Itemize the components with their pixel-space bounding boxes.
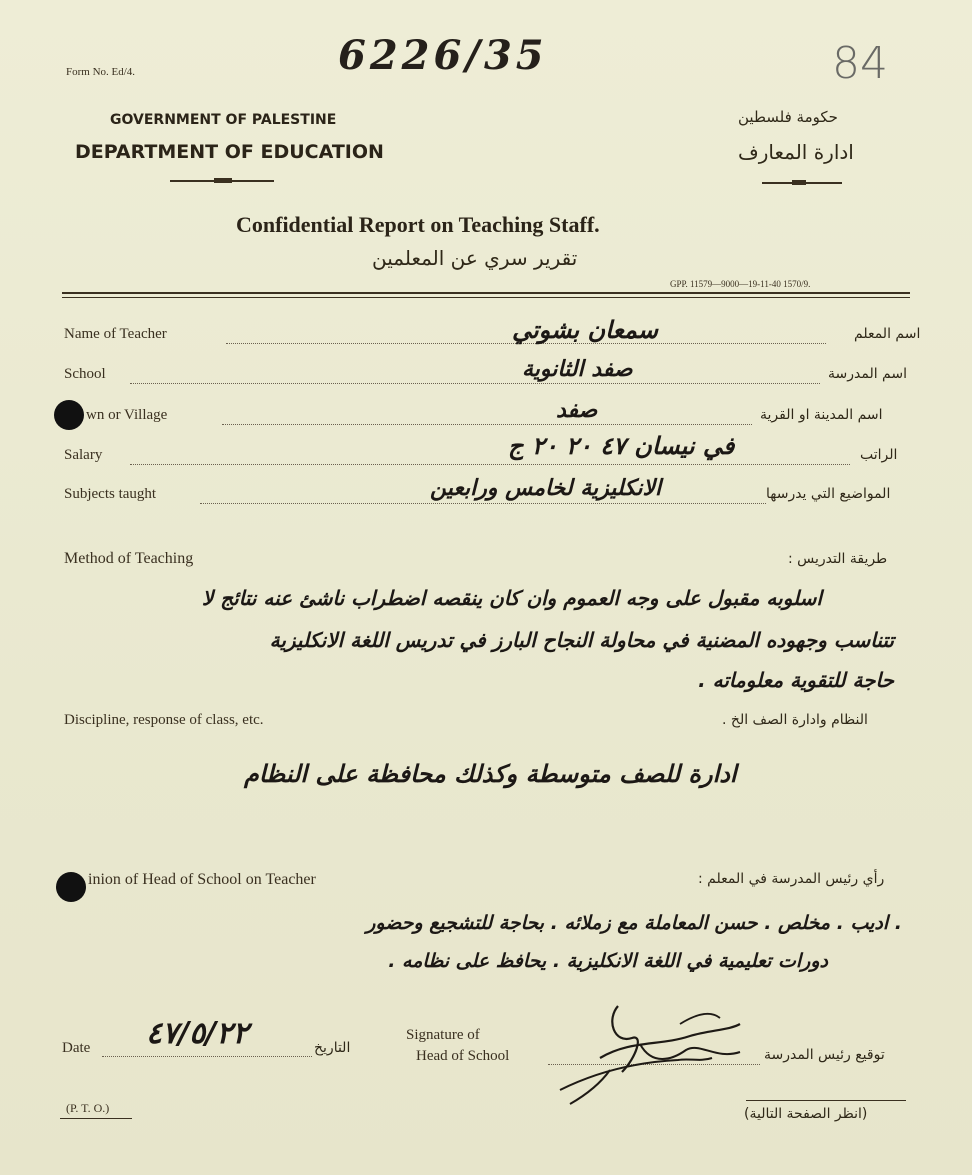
name-label-en: Name of Teacher — [64, 326, 167, 342]
title-rule-2 — [62, 297, 910, 298]
method-line-3: حاجة للتقوية معلوماته . — [698, 668, 894, 692]
pto-ar-overline — [746, 1100, 906, 1101]
discipline-label-en: Discipline, response of class, etc. — [64, 712, 264, 728]
gov-ar: حكومة فلسطين — [738, 108, 838, 126]
salary-value: في نيسان ٤٧ ٢٠ ٢٠ ج — [508, 432, 735, 460]
gov-en: GOVERNMENT OF PALESTINE — [110, 112, 337, 128]
printer-code: GPP. 11579—9000—19-11-40 1570/9. — [670, 279, 811, 289]
title-en: Confidential Report on Teaching Staff. — [236, 212, 600, 237]
town-label-ar: اسم المدينة او القرية — [760, 407, 883, 423]
signature-label-en-2: Head of School — [416, 1048, 510, 1064]
school-dots — [130, 383, 820, 384]
opinion-line-2: دورات تعليمية في اللغة الانكليزية . يحافظ على نظامه . — [388, 950, 828, 972]
subjects-value: الانكليزية لخامس ورابعين — [430, 476, 662, 501]
method-label-ar: طريقة التدريس : — [788, 551, 888, 567]
signature-label-en-1: Signature of — [406, 1027, 480, 1043]
town-label-en: wn or Village — [86, 407, 168, 423]
subjects-dots — [200, 503, 766, 504]
method-line-1: اسلوبه مقبول على وجه العموم وان كان ينقصه اضطراب ناشئ عنه نتائج لا — [201, 586, 822, 610]
discipline-text: ادارة للصف متوسطة وكذلك محافظة على النظام — [244, 760, 737, 788]
date-value: ٤٧/٥/٢٢ — [146, 1016, 249, 1051]
opinion-label-ar: رأي رئيس المدرسة في المعلم : — [698, 871, 885, 887]
opinion-label-en: inion of Head of School on Teacher — [88, 871, 316, 888]
signature-label-ar: توقيع رئيس المدرسة — [764, 1047, 885, 1063]
subjects-label-en: Subjects taught — [64, 486, 157, 502]
header-divider-left-mark — [214, 178, 232, 183]
file-number: 6226/35 — [338, 32, 548, 79]
dept-ar: ادارة المعارف — [738, 140, 854, 164]
signature-scrawl — [540, 1000, 770, 1110]
salary-dots — [130, 464, 850, 465]
town-value: صفد — [556, 398, 598, 423]
pto-en: (P. T. O.) — [66, 1101, 110, 1115]
form-number: Form No. Ed/4. — [66, 66, 136, 78]
dept-en: DEPARTMENT OF EDUCATION — [75, 141, 384, 163]
punch-hole-top — [54, 400, 84, 430]
date-label-en: Date — [62, 1040, 91, 1056]
pto-en-underline — [60, 1118, 132, 1119]
school-value: صفد الثانوية — [522, 357, 633, 382]
salary-label-en: Salary — [64, 447, 103, 463]
date-label-ar: التاريخ — [314, 1040, 351, 1056]
discipline-label-ar: النظام وادارة الصف الخ . — [722, 712, 868, 728]
name-value: سمعان بشوتي — [512, 316, 659, 344]
opinion-line-1: . اديب . مخلص . حسن المعاملة مع زملائه . بحاجة للتشجيع وحضور — [366, 912, 902, 934]
punch-hole-bottom — [56, 872, 86, 902]
name-label-ar: اسم المعلم — [854, 326, 921, 342]
method-label-en: Method of Teaching — [64, 550, 194, 567]
school-label-en: School — [64, 366, 106, 382]
salary-label-ar: الراتب — [860, 447, 898, 463]
date-dots — [102, 1056, 312, 1057]
subjects-label-ar: المواضيع التي يدرسها — [766, 486, 891, 502]
page-number: 84 — [832, 38, 888, 89]
school-label-ar: اسم المدرسة — [828, 366, 907, 382]
town-dots — [222, 424, 752, 425]
title-ar: تقرير سري عن المعلمين — [372, 246, 578, 270]
title-rule-1 — [62, 292, 910, 294]
pto-ar: (انظر الصفحة التالية) — [744, 1106, 868, 1122]
method-line-2: تتناسب وجهوده المضنية في محاولة النجاح البارز في تدريس اللغة الانكليزية — [269, 628, 894, 652]
header-divider-right-mark — [792, 180, 806, 185]
